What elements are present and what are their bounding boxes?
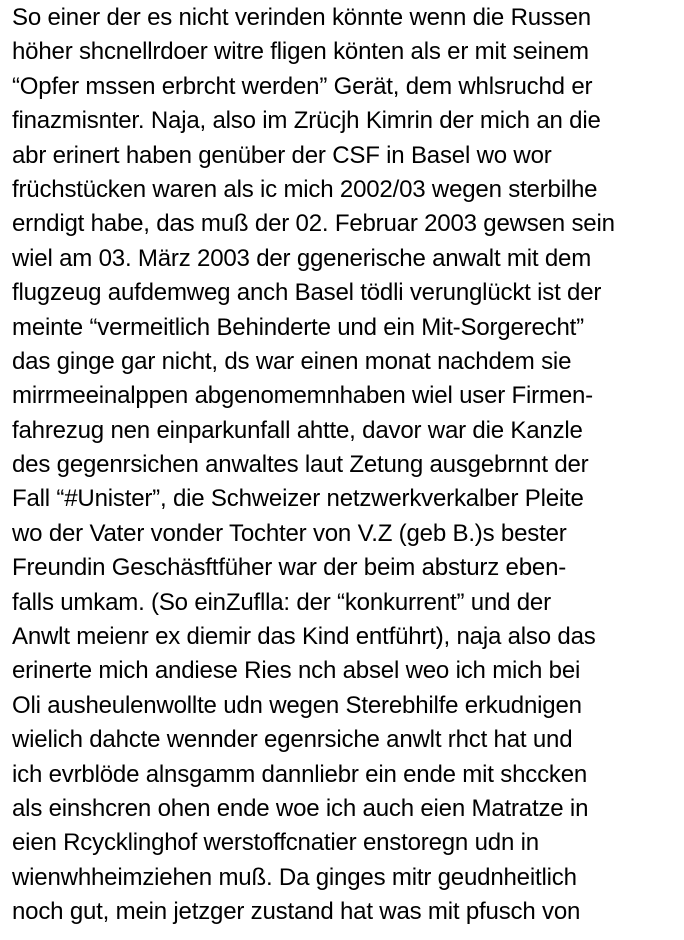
text-line: erinerte mich andiese Ries nch absel weo ich mich bei — [12, 657, 581, 685]
text-line: flugzeug aufdemweg anch Basel tödli verunglückt ist der — [12, 279, 602, 307]
text-line: mirrmeeinalppen abgenomemnhaben wiel user Firmen- — [12, 382, 593, 410]
text-line: wo der Vater vonder Tochter von V.Z (geb B.)s bester — [12, 519, 567, 547]
text-line: noch gut, mein jetzger zustand hat was mit pfusch von — [12, 898, 581, 926]
body-text — [12, 1, 684, 930]
text-line: Oli ausheulenwollte udn wegen Sterebhilfe erkudnigen — [12, 691, 582, 719]
text-line: fahrezug nen einparkunfall ahtte, davor war die Kanzle — [12, 416, 583, 444]
text-line: wielich dahcte wennder egenrsiche anwlt rhct hat und — [12, 726, 573, 754]
text-line: eien Rcycklinghof werstoffcnatier enstoregn udn in — [12, 829, 539, 857]
text-line: wienwhheimziehen muß. Da ginges mitr geudnheitlich — [12, 863, 577, 891]
text-line: Fall “#Unister”, die Schweizer netzwerkverkalber Pleite — [12, 485, 584, 513]
text-line: das ginge gar nicht, ds war einen monat nachdem sie — [12, 347, 572, 375]
text-line: “Opfer mssen erbrcht werden” Gerät, dem whlsruchd er — [12, 72, 593, 100]
text-line: finazmisnter. Naja, also im Zrücjh Kimrin der mich an die — [12, 107, 601, 135]
text-line: erndigt habe, das muß der 02. Februar 2003 gewsen sein — [12, 210, 615, 238]
text-line: höher shcnellrdoer witre fligen könten als er mit seinem — [12, 38, 589, 66]
text-line: abr erinert haben genüber der CSF in Basel wo wor — [12, 141, 552, 169]
text-line: So einer der es nicht verinden könnte wenn die Russen — [12, 4, 591, 31]
text-line: ich evrblöde alnsgamm dannliebr ein ende mit shccken — [12, 760, 588, 788]
text-line: meinte “vermeitlich Behinderte und ein Mit-Sorgerecht” — [12, 313, 584, 341]
text-line: früchstücken waren als ic mich 2002/03 wegen sterbilhe — [12, 175, 598, 203]
text-line: Freundin Geschäsftfüher war der beim absturz eben- — [12, 554, 567, 582]
text-line: wiel am 03. März 2003 der ggenerische anwalt mit dem — [12, 244, 592, 272]
text-line: Anwlt meienr ex diemir das Kind entführt), naja also das — [12, 623, 596, 651]
text-line: des gegenrsichen anwaltes laut Zetung ausgebrnnt der — [12, 451, 589, 479]
text-line: falls umkam. (So einZuflla: der “konkurrent” und der — [12, 588, 551, 616]
text-line: als einshcren ohen ende woe ich auch eien Matratze in — [12, 794, 589, 822]
